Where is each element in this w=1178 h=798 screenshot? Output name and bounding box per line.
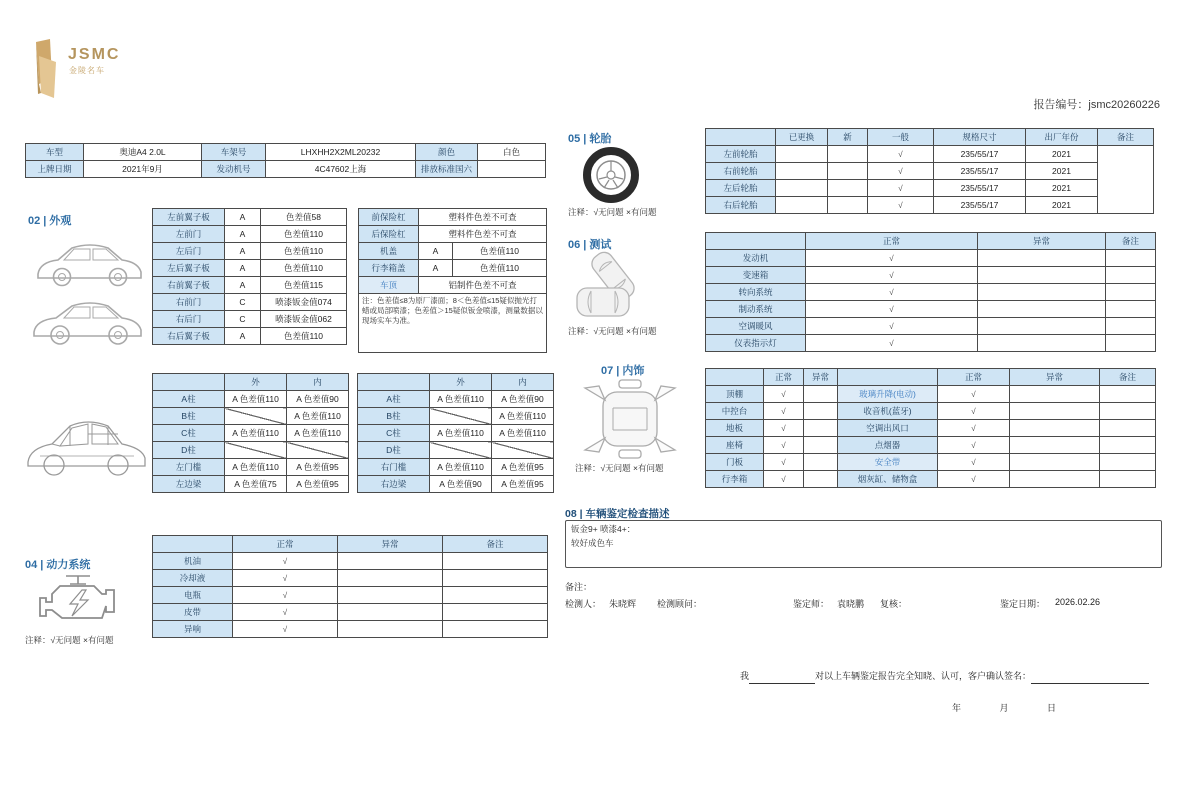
exterior-panel-table bbox=[152, 208, 347, 345]
table-cell: 右前轮胎 bbox=[706, 163, 776, 180]
table-cell: 正常 bbox=[233, 536, 338, 553]
table-cell: A bbox=[225, 260, 261, 277]
table-cell bbox=[706, 233, 806, 250]
table-cell: A 色差值95 bbox=[492, 459, 554, 476]
structure-right-table bbox=[357, 373, 554, 493]
table-cell: 正常 bbox=[764, 369, 804, 386]
table-cell: 外 bbox=[430, 374, 492, 391]
table-cell: 排放标准国六 bbox=[416, 161, 478, 178]
structure-left-table bbox=[152, 373, 349, 493]
table-cell bbox=[978, 250, 1106, 267]
table-cell bbox=[828, 180, 868, 197]
table-cell: 喷漆钣金值074 bbox=[261, 294, 347, 311]
table-cell bbox=[776, 163, 828, 180]
table-cell: LHXHH2X2ML20232 bbox=[266, 144, 416, 161]
table-cell: A bbox=[419, 243, 453, 260]
table-cell bbox=[338, 570, 443, 587]
table-cell: A 色差值110 bbox=[287, 425, 349, 442]
tire-icon bbox=[582, 146, 640, 204]
table-cell: 发动机 bbox=[706, 250, 806, 267]
table-cell: 235/55/17 bbox=[934, 180, 1026, 197]
table-cell bbox=[978, 301, 1106, 318]
table-cell: 左后轮胎 bbox=[706, 180, 776, 197]
table-cell bbox=[443, 587, 548, 604]
summary-box bbox=[565, 520, 1162, 568]
table-cell: A柱 bbox=[358, 391, 430, 408]
table-cell: C柱 bbox=[358, 425, 430, 442]
table-cell: 备注 bbox=[1100, 369, 1156, 386]
table-cell bbox=[1010, 420, 1100, 437]
table-cell: 变速箱 bbox=[706, 267, 806, 284]
table-cell: C bbox=[225, 311, 261, 328]
table-cell bbox=[776, 146, 828, 163]
logo bbox=[30, 38, 64, 100]
table-cell: 2021年9月 bbox=[84, 161, 202, 178]
table-cell bbox=[828, 146, 868, 163]
table-cell: 空调出风口 bbox=[838, 420, 938, 437]
table-cell: 门板 bbox=[706, 454, 764, 471]
table-cell: 喷漆钣金值062 bbox=[261, 311, 347, 328]
table-cell: 异常 bbox=[978, 233, 1106, 250]
car-top-icon bbox=[575, 285, 631, 319]
table-cell: A bbox=[225, 226, 261, 243]
table-cell: √ bbox=[233, 604, 338, 621]
report-number: 报告编号：jsmc20260226 bbox=[1033, 99, 1160, 111]
table-cell: 右前翼子板 bbox=[153, 277, 225, 294]
table-cell: 空调暖风 bbox=[706, 318, 806, 335]
table-cell: 备注 bbox=[1106, 233, 1156, 250]
table-cell: 2021 bbox=[1026, 197, 1098, 214]
table-cell: √ bbox=[764, 437, 804, 454]
table-cell bbox=[1010, 454, 1100, 471]
table-cell: √ bbox=[806, 250, 978, 267]
table-cell bbox=[828, 163, 868, 180]
sign-year-label: 年 bbox=[952, 703, 962, 713]
customer-confirm-line bbox=[740, 666, 1149, 684]
table-cell bbox=[1106, 284, 1156, 301]
table-cell bbox=[1010, 403, 1100, 420]
table-cell: 色差值58 bbox=[261, 209, 347, 226]
table-cell: √ bbox=[806, 284, 978, 301]
table-cell: √ bbox=[868, 197, 934, 214]
table-cell: 备注 bbox=[443, 536, 548, 553]
table-cell: A柱 bbox=[153, 391, 225, 408]
table-cell bbox=[978, 267, 1106, 284]
table-cell bbox=[978, 284, 1106, 301]
brand-name: JSMC bbox=[68, 46, 121, 63]
table-cell: 色差值110 bbox=[261, 226, 347, 243]
table-cell: 铝制件色差不可查 bbox=[419, 277, 547, 294]
table-cell: A 色差值110 bbox=[225, 425, 287, 442]
table-cell: 颜色 bbox=[416, 144, 478, 161]
table-cell: 机油 bbox=[153, 553, 233, 570]
table-cell: 一般 bbox=[868, 129, 934, 146]
table-cell: 制动系统 bbox=[706, 301, 806, 318]
table-cell: 内 bbox=[287, 374, 349, 391]
table-cell: 左后翼子板 bbox=[153, 260, 225, 277]
table-cell bbox=[1100, 386, 1156, 403]
test-caption: 注释：√无问题 ×有问题 bbox=[568, 326, 657, 336]
table-cell: √ bbox=[764, 420, 804, 437]
table-cell: 右后门 bbox=[153, 311, 225, 328]
table-cell: 左门槛 bbox=[153, 459, 225, 476]
table-cell: √ bbox=[764, 403, 804, 420]
table-cell: 行李箱 bbox=[706, 471, 764, 488]
reviewer-label: 复核： bbox=[880, 599, 908, 609]
table-cell: A 色差值95 bbox=[287, 459, 349, 476]
table-cell: 机盖 bbox=[359, 243, 419, 260]
table-cell bbox=[443, 553, 548, 570]
table-cell: A 色差值110 bbox=[287, 408, 349, 425]
interior-table bbox=[705, 368, 1156, 488]
table-cell bbox=[1010, 437, 1100, 454]
table-cell bbox=[978, 335, 1106, 352]
table-cell: 白色 bbox=[478, 144, 546, 161]
table-cell: 皮带 bbox=[153, 604, 233, 621]
table-cell: 异常 bbox=[338, 536, 443, 553]
table-cell: A bbox=[419, 260, 453, 277]
table-cell bbox=[706, 129, 776, 146]
table-cell: A bbox=[225, 243, 261, 260]
table-cell: B柱 bbox=[153, 408, 225, 425]
table-cell: 异常 bbox=[804, 369, 838, 386]
table-cell: 出厂年份 bbox=[1026, 129, 1098, 146]
table-cell bbox=[804, 454, 838, 471]
table-cell: 座椅 bbox=[706, 437, 764, 454]
appraiser-label: 鉴定师： bbox=[793, 599, 830, 609]
table-cell: B柱 bbox=[358, 408, 430, 425]
table-cell bbox=[776, 197, 828, 214]
table-cell: 新 bbox=[828, 129, 868, 146]
table-cell: 安全带 bbox=[838, 454, 938, 471]
advisor-label: 检测顾问： bbox=[657, 599, 703, 609]
test-table bbox=[705, 232, 1156, 352]
table-cell: 右后翼子板 bbox=[153, 328, 225, 345]
table-cell bbox=[804, 420, 838, 437]
table-cell: 玻璃升降(电动) bbox=[838, 386, 938, 403]
table-cell: C柱 bbox=[153, 425, 225, 442]
table-cell: 色差值110 bbox=[261, 328, 347, 345]
exterior-cover-table bbox=[358, 208, 547, 353]
table-cell: √ bbox=[938, 471, 1010, 488]
table-cell: 内 bbox=[492, 374, 554, 391]
table-cell: 异响 bbox=[153, 621, 233, 638]
table-cell: √ bbox=[868, 180, 934, 197]
table-cell: 塑料件色差不可查 bbox=[419, 226, 547, 243]
table-cell: √ bbox=[764, 454, 804, 471]
table-cell: A bbox=[225, 328, 261, 345]
table-cell bbox=[1100, 403, 1156, 420]
table-cell: 2021 bbox=[1026, 146, 1098, 163]
table-cell bbox=[1106, 318, 1156, 335]
table-cell: √ bbox=[938, 420, 1010, 437]
table-cell: 235/55/17 bbox=[934, 197, 1026, 214]
power-caption: 注释：√无问题 ×有问题 bbox=[25, 635, 114, 645]
table-cell: 色差值115 bbox=[261, 277, 347, 294]
table-cell: √ bbox=[806, 267, 978, 284]
table-cell bbox=[978, 318, 1106, 335]
table-cell: A 色差值90 bbox=[287, 391, 349, 408]
table-cell: 注：色差值≤8为原厂漆面；8＜色差值≤15疑似抛光打蜡或局部喷漆；色差值＞15疑似钣金喷漆，测量数据以现场实车为准。 bbox=[359, 294, 547, 353]
table-cell: D柱 bbox=[358, 442, 430, 459]
table-cell: 右后轮胎 bbox=[706, 197, 776, 214]
table-cell: 左前轮胎 bbox=[706, 146, 776, 163]
table-cell: A 色差值95 bbox=[492, 476, 554, 493]
table-cell: 色差值110 bbox=[261, 243, 347, 260]
appraisal-date: 2026.02.26 bbox=[1055, 597, 1101, 607]
table-cell bbox=[225, 408, 287, 425]
table-cell: 外 bbox=[225, 374, 287, 391]
table-cell bbox=[1100, 454, 1156, 471]
table-cell: 4C47602上海 bbox=[266, 161, 416, 178]
confirm-blank-1 bbox=[749, 673, 815, 684]
car-doors-open-icon bbox=[575, 378, 685, 460]
summary-line-2: 较好成色车 bbox=[571, 537, 614, 548]
table-cell: 正常 bbox=[806, 233, 978, 250]
table-cell: 备注 bbox=[1098, 129, 1154, 146]
table-cell: A bbox=[225, 277, 261, 294]
table-cell bbox=[443, 570, 548, 587]
table-cell bbox=[1010, 471, 1100, 488]
table-cell: √ bbox=[806, 335, 978, 352]
table-cell: A 色差值110 bbox=[430, 391, 492, 408]
brand-subtitle: 金陵名车 bbox=[69, 66, 105, 75]
table-cell: A 色差值110 bbox=[492, 425, 554, 442]
notes-label: 备注： bbox=[565, 582, 593, 592]
table-cell: 行李箱盖 bbox=[359, 260, 419, 277]
signature-blank bbox=[1031, 673, 1149, 684]
table-cell: A 色差值110 bbox=[225, 459, 287, 476]
table-cell: √ bbox=[938, 386, 1010, 403]
table-cell: √ bbox=[764, 471, 804, 488]
table-cell: 冷却液 bbox=[153, 570, 233, 587]
table-cell bbox=[338, 604, 443, 621]
table-cell bbox=[225, 442, 287, 459]
appraisal-date-label: 鉴定日期： bbox=[1000, 599, 1046, 609]
section-interior-label: 07 | 内饰 bbox=[601, 365, 645, 377]
inspector-name: 朱晓辉 bbox=[609, 599, 637, 609]
table-cell: 后保险杠 bbox=[359, 226, 419, 243]
table-cell: 中控台 bbox=[706, 403, 764, 420]
sedan-side-icon bbox=[30, 232, 148, 292]
table-cell: 右边梁 bbox=[358, 476, 430, 493]
table-cell bbox=[287, 442, 349, 459]
table-cell bbox=[1106, 335, 1156, 352]
confirm-prefix: 我 bbox=[740, 671, 750, 681]
table-cell: 奥迪A4 2.0L bbox=[84, 144, 202, 161]
table-cell: 2021 bbox=[1026, 180, 1098, 197]
table-cell: 左前门 bbox=[153, 226, 225, 243]
summary-line-1: 钣金9+ 喷漆4+： bbox=[571, 524, 636, 534]
table-cell: 色差值110 bbox=[261, 260, 347, 277]
table-cell bbox=[430, 442, 492, 459]
table-cell: √ bbox=[806, 318, 978, 335]
table-cell: A 色差值110 bbox=[430, 425, 492, 442]
sedan-side-icon-2 bbox=[26, 288, 148, 350]
table-cell: √ bbox=[233, 621, 338, 638]
table-cell: 发动机号 bbox=[202, 161, 266, 178]
table-cell: 地板 bbox=[706, 420, 764, 437]
table-cell: 右前门 bbox=[153, 294, 225, 311]
table-cell: 上牌日期 bbox=[26, 161, 84, 178]
table-cell bbox=[153, 536, 233, 553]
table-cell: 色差值110 bbox=[453, 260, 547, 277]
table-cell: 仪表指示灯 bbox=[706, 335, 806, 352]
table-cell: 电瓶 bbox=[153, 587, 233, 604]
table-cell: 色差值110 bbox=[453, 243, 547, 260]
table-cell: 顶棚 bbox=[706, 386, 764, 403]
table-cell: 异常 bbox=[1010, 369, 1100, 386]
table-cell: √ bbox=[938, 437, 1010, 454]
table-cell: √ bbox=[806, 301, 978, 318]
table-cell: A 色差值110 bbox=[492, 408, 554, 425]
table-cell bbox=[776, 180, 828, 197]
table-cell: 235/55/17 bbox=[934, 163, 1026, 180]
table-cell: 点烟器 bbox=[838, 437, 938, 454]
sign-day-label: 日 bbox=[1046, 703, 1056, 713]
table-cell: 规格尺寸 bbox=[934, 129, 1026, 146]
table-cell bbox=[443, 621, 548, 638]
tires-caption: 注释：√无问题 ×有问题 bbox=[568, 207, 657, 217]
table-cell: 已更换 bbox=[776, 129, 828, 146]
table-cell bbox=[804, 437, 838, 454]
table-cell: 收音机(蓝牙) bbox=[838, 403, 938, 420]
confirm-middle: 对以上车辆鉴定报告完全知晓、认可，客户确认签名： bbox=[815, 671, 1032, 681]
table-cell bbox=[828, 197, 868, 214]
table-cell bbox=[1098, 146, 1154, 214]
table-cell: 2021 bbox=[1026, 163, 1098, 180]
table-cell: √ bbox=[233, 570, 338, 587]
table-cell: √ bbox=[868, 163, 934, 180]
table-cell: 车型 bbox=[26, 144, 84, 161]
table-cell bbox=[1106, 267, 1156, 284]
table-cell bbox=[804, 471, 838, 488]
table-cell: A bbox=[225, 209, 261, 226]
table-cell: 右门槛 bbox=[358, 459, 430, 476]
table-cell: √ bbox=[233, 587, 338, 604]
table-cell: 前保险杠 bbox=[359, 209, 419, 226]
inspector-label: 检测人： bbox=[565, 599, 602, 609]
sign-date-row bbox=[952, 698, 1090, 716]
section-exterior-label: 02 | 外观 bbox=[28, 215, 72, 227]
interior-caption: 注释：√无问题 ×有问题 bbox=[575, 463, 664, 473]
table-cell: √ bbox=[938, 403, 1010, 420]
table-cell bbox=[1106, 301, 1156, 318]
table-cell bbox=[1100, 420, 1156, 437]
table-cell bbox=[706, 369, 764, 386]
table-cell: 烟灰缸、储物盒 bbox=[838, 471, 938, 488]
section-tires-label: 05 | 轮胎 bbox=[568, 133, 612, 145]
table-cell: A 色差值75 bbox=[225, 476, 287, 493]
table-cell: 235/55/17 bbox=[934, 146, 1026, 163]
table-cell bbox=[804, 403, 838, 420]
table-cell: 塑料件色差不可查 bbox=[419, 209, 547, 226]
table-cell bbox=[430, 408, 492, 425]
table-cell: √ bbox=[868, 146, 934, 163]
table-cell bbox=[338, 621, 443, 638]
table-cell bbox=[1100, 471, 1156, 488]
table-cell bbox=[478, 161, 546, 178]
section-power-label: 04 | 动力系统 bbox=[25, 559, 91, 571]
table-cell bbox=[338, 587, 443, 604]
table-cell: A 色差值95 bbox=[287, 476, 349, 493]
table-cell bbox=[1010, 386, 1100, 403]
tire-table bbox=[705, 128, 1154, 214]
logo-ribbon-icon bbox=[30, 38, 64, 100]
table-cell: C bbox=[225, 294, 261, 311]
table-cell: 车顶 bbox=[359, 277, 419, 294]
car-frame-icon bbox=[22, 400, 150, 490]
table-cell: √ bbox=[764, 386, 804, 403]
table-cell: √ bbox=[233, 553, 338, 570]
table-cell: A 色差值110 bbox=[225, 391, 287, 408]
table-cell: 车架号 bbox=[202, 144, 266, 161]
engine-icon bbox=[36, 572, 120, 632]
table-cell bbox=[804, 386, 838, 403]
section-summary-label: 08 | 车辆鉴定检查描述 bbox=[565, 508, 670, 520]
table-cell bbox=[358, 374, 430, 391]
table-cell bbox=[838, 369, 938, 386]
table-cell: A 色差值90 bbox=[430, 476, 492, 493]
section-test-label: 06 | 测试 bbox=[568, 239, 612, 251]
power-system-table bbox=[152, 535, 548, 638]
table-cell: D柱 bbox=[153, 442, 225, 459]
table-cell: 左前翼子板 bbox=[153, 209, 225, 226]
table-cell bbox=[443, 604, 548, 621]
inspector-row bbox=[565, 597, 1165, 611]
table-cell bbox=[492, 442, 554, 459]
vehicle-info-table bbox=[25, 143, 546, 178]
table-cell bbox=[153, 374, 225, 391]
table-cell: A 色差值90 bbox=[492, 391, 554, 408]
table-cell: 左后门 bbox=[153, 243, 225, 260]
table-cell bbox=[338, 553, 443, 570]
appraiser-name: 袁晓鹏 bbox=[837, 599, 865, 609]
table-cell: 左边梁 bbox=[153, 476, 225, 493]
table-cell: √ bbox=[938, 454, 1010, 471]
table-cell bbox=[1106, 250, 1156, 267]
table-cell: 正常 bbox=[938, 369, 1010, 386]
table-cell bbox=[1100, 437, 1156, 454]
table-cell: A 色差值110 bbox=[430, 459, 492, 476]
table-cell: 转向系统 bbox=[706, 284, 806, 301]
sign-month-label: 月 bbox=[999, 703, 1009, 713]
